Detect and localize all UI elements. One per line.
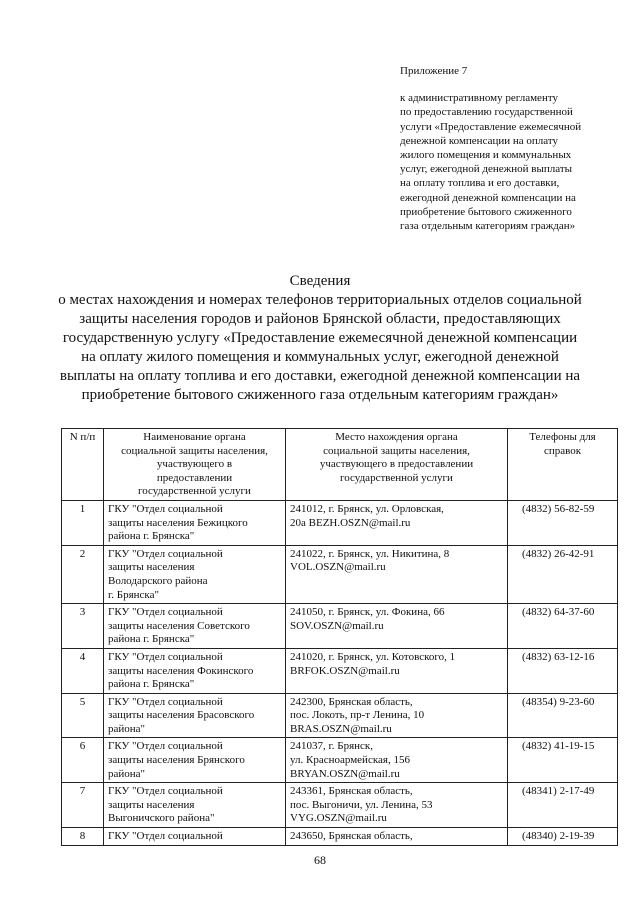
text-line: услуги «Предоставление ежемесячной	[400, 120, 582, 133]
text-line: 20а BEZH.OSZN@mail.ru	[290, 516, 411, 529]
text-line: государственной услуги	[138, 485, 251, 498]
text-line: 241050, г. Брянск, ул. Фокина, 66	[290, 606, 445, 619]
table-row	[62, 738, 618, 783]
text-line: к административному регламенту	[400, 92, 558, 105]
text-line: защиты населения Брасовского	[108, 709, 255, 722]
text-line: предоставлении	[156, 471, 233, 484]
text-line: на оплату топлива и его доставки,	[400, 177, 560, 190]
text-line: района"	[108, 722, 146, 735]
text-line: ГКУ "Отдел социальной	[108, 695, 223, 708]
office-address	[286, 738, 508, 783]
text-line: ул. Красноармейская, 156	[290, 754, 410, 767]
text-line: Телефоны для	[529, 431, 596, 443]
office-phone: (4832) 56-82-59	[508, 500, 618, 545]
row-number: 4	[62, 648, 104, 693]
text-line: Выгоничского района"	[108, 812, 215, 825]
office-name	[104, 500, 286, 545]
document-title-block	[40, 272, 600, 405]
text-line: участвующего в предоставлении	[319, 458, 474, 471]
text-line: ГКУ "Отдел социальной	[108, 547, 223, 560]
text-line: ГКУ "Отдел социальной	[108, 502, 223, 515]
text-line: приобретение бытового сжиженного газа отдельным категориям граждан»	[81, 387, 559, 403]
text-line: VYG.OSZN@mail.ru	[290, 812, 387, 825]
row-number: 1	[62, 500, 104, 545]
text-line: BRYAN.OSZN@mail.ru	[290, 767, 400, 780]
text-line: BRAS.OSZN@mail.ru	[290, 722, 392, 735]
office-phone: (48340) 2-19-39	[508, 828, 618, 846]
text-line: SOV.OSZN@mail.ru	[290, 619, 384, 632]
text-line: VOL.OSZN@mail.ru	[290, 561, 386, 574]
document-subtitle	[40, 291, 600, 405]
text-line: защиты населения Фокинского	[108, 664, 254, 677]
table-row	[62, 828, 618, 846]
text-line: государственную услугу «Предоставление ежемесячной денежной компенсации	[62, 330, 578, 346]
office-phone: (48341) 2-17-49	[508, 783, 618, 828]
text-line: 241037, г. Брянск,	[290, 740, 374, 753]
text-line: социальной защиты населения,	[323, 444, 470, 457]
text-line: пос. Выгоничи, ул. Ленина, 53	[290, 798, 433, 811]
table-row	[62, 604, 618, 649]
office-phone: (4832) 26-42-91	[508, 545, 618, 603]
appendix-heading: Приложение 7	[400, 65, 468, 77]
text-line: защиты населения Бежицкого	[108, 516, 248, 529]
office-name	[104, 783, 286, 828]
office-address	[286, 828, 508, 846]
text-line: справок	[543, 444, 582, 457]
text-line: района г. Брянска"	[108, 678, 195, 691]
office-address	[286, 604, 508, 649]
text-line: 243361, Брянская область,	[290, 785, 413, 798]
text-line: ГКУ "Отдел социальной	[108, 650, 223, 663]
text-line: пос. Локоть, пр-т Ленина, 10	[290, 709, 425, 722]
appendix-block	[400, 64, 605, 233]
header-number	[62, 429, 104, 501]
text-line: 241022, г. Брянск, ул. Никитина, 8	[290, 547, 450, 560]
office-name	[104, 604, 286, 649]
text-line: ГКУ "Отдел социальной	[108, 606, 223, 619]
text-line: участвующего в	[156, 458, 233, 471]
office-name	[104, 648, 286, 693]
table-row	[62, 648, 618, 693]
table-row	[62, 693, 618, 738]
text-line: Место нахождения органа	[335, 431, 458, 443]
text-line: газа отдельным категориям граждан»	[400, 220, 576, 233]
text-line: района г. Брянска"	[108, 530, 195, 543]
appendix-text	[400, 91, 605, 233]
text-line: защиты населения Советского	[108, 619, 250, 632]
row-number: 3	[62, 604, 104, 649]
text-line: N п/п	[69, 431, 96, 443]
text-line: защиты населения городов и районов Брянской области, предоставляющих	[79, 311, 561, 327]
office-phone: (4832) 64-37-60	[508, 604, 618, 649]
office-name	[104, 545, 286, 603]
text-line: ГКУ "Отдел социальной	[108, 830, 223, 843]
text-line: денежной компенсации на оплату	[400, 134, 559, 147]
office-address	[286, 783, 508, 828]
text-line: 243650, Брянская область,	[290, 830, 413, 843]
text-line: защиты населения Брянского	[108, 754, 245, 767]
row-number: 7	[62, 783, 104, 828]
table-header-row	[62, 429, 618, 501]
offices-table	[61, 428, 618, 846]
table-body	[62, 500, 618, 845]
text-line: ежегодной денежной компенсации на	[400, 191, 576, 204]
office-address	[286, 545, 508, 603]
text-line: выплаты на оплату топлива и его доставки, ежегодной денежной компенсации на	[59, 368, 581, 384]
office-name	[104, 693, 286, 738]
text-line: ГКУ "Отдел социальной	[108, 740, 223, 753]
text-line: приобретение бытового сжиженного	[400, 205, 572, 218]
office-phone: (48354) 9-23-60	[508, 693, 618, 738]
row-number: 5	[62, 693, 104, 738]
text-line: жилого помещения и коммунальных	[400, 149, 572, 162]
office-name	[104, 738, 286, 783]
text-line: социальной защиты населения,	[121, 444, 268, 457]
table-row	[62, 545, 618, 603]
row-number: 8	[62, 828, 104, 846]
document-title: Сведения	[289, 273, 351, 289]
office-phone: (4832) 63-12-16	[508, 648, 618, 693]
row-number: 2	[62, 545, 104, 603]
text-line: защиты населения	[108, 561, 195, 574]
office-phone: (4832) 41-19-15	[508, 738, 618, 783]
table-row	[62, 500, 618, 545]
header-address	[286, 429, 508, 501]
header-name	[104, 429, 286, 501]
header-phone	[508, 429, 618, 501]
text-line: Володарского района	[108, 574, 208, 587]
text-line: BRFOK.OSZN@mail.ru	[290, 664, 400, 677]
text-line: 242300, Брянская область,	[290, 695, 413, 708]
office-address	[286, 500, 508, 545]
text-line: по предоставлению государственной	[400, 106, 573, 119]
table-row	[62, 783, 618, 828]
text-line: района"	[108, 767, 146, 780]
office-address	[286, 693, 508, 738]
text-line: района г. Брянска"	[108, 633, 195, 646]
text-line: на оплату жилого помещения и коммунальных услуг, ежегодной денежной	[81, 349, 559, 365]
row-number: 6	[62, 738, 104, 783]
text-line: защиты населения	[108, 798, 195, 811]
text-line: Наименование органа	[143, 431, 246, 443]
text-line: г. Брянска"	[108, 588, 159, 601]
page-number: 68	[314, 853, 326, 867]
text-line: 241020, г. Брянск, ул. Котовского, 1	[290, 650, 456, 663]
text-line: государственной услуги	[340, 471, 453, 484]
office-address	[286, 648, 508, 693]
text-line: услуг, ежегодной денежной выплаты	[400, 163, 573, 176]
office-name	[104, 828, 286, 846]
text-line: 241012, г. Брянск, ул. Орловская,	[290, 502, 444, 515]
text-line: о местах нахождения и номерах телефонов территориальных отделов социальной	[58, 292, 582, 308]
text-line: ГКУ "Отдел социальной	[108, 785, 223, 798]
